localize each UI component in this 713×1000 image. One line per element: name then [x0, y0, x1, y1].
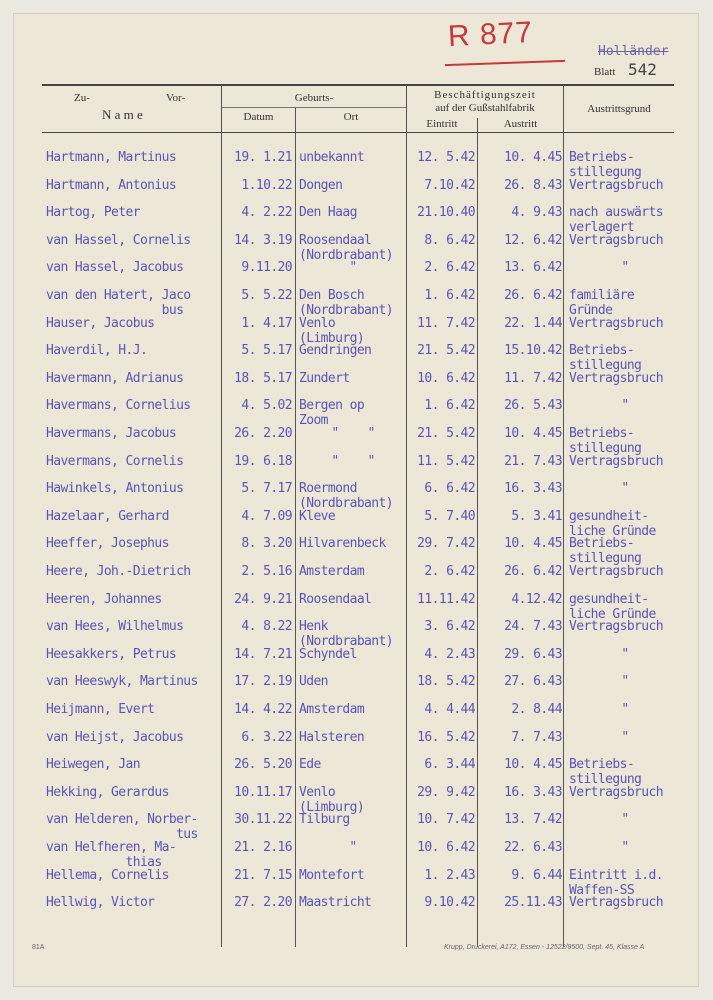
header-top-rule [42, 84, 674, 86]
footer-left: 81A [32, 944, 45, 951]
cell-ort: Amsterdam [299, 564, 365, 579]
cell-datum: 4. 5.02 [241, 398, 292, 414]
cell-name: Hellwig, Victor [46, 895, 155, 911]
cell-datum: 9.11.20 [241, 260, 292, 276]
blatt-label: Blatt [594, 66, 616, 78]
col-line-2 [295, 108, 296, 947]
cell-ort: Roermond (Nordbrabant) [299, 481, 393, 512]
cell-datum: 30.11.22 [234, 812, 292, 828]
cell-grund: Betriebs- stillegung [569, 343, 642, 374]
cell-ort: Halsteren [299, 729, 365, 745]
cell-name: Hartmann, Martinus [46, 150, 177, 165]
cell-datum: 2. 5.16 [241, 564, 292, 579]
cell-eintritt: 2. 6.42 [424, 260, 475, 276]
cell-austritt: 25.11.43 [504, 895, 562, 911]
cell-datum: 19. 6.18 [234, 453, 292, 469]
cell-ort: Hilvarenbeck [299, 536, 386, 552]
cell-datum: 27. 2.20 [234, 895, 292, 911]
blatt-number: 542 [628, 60, 657, 79]
cell-grund: Eintritt i.d. Waffen-SS [569, 867, 663, 898]
header-vor: Vor- [166, 92, 186, 104]
cell-grund: familiäre Gründe [569, 288, 635, 318]
cell-name: Heeren, Johannes [46, 591, 162, 607]
cell-eintritt: 11. 5.42 [417, 453, 475, 469]
cell-austritt: 22. 1.44 [504, 315, 562, 331]
cell-name: Havermann, Adrianus [46, 370, 184, 386]
cell-ort: " " [331, 453, 375, 469]
cell-name: Hartog, Peter [46, 205, 140, 221]
header-geburts: Geburts- [294, 92, 334, 104]
cell-grund: " [621, 646, 629, 662]
cell-austritt: 10. 4.45 [504, 150, 562, 165]
cell-ort: Tilburg [299, 812, 350, 828]
cell-name: Hellema, Cornelis [46, 867, 169, 883]
cell-grund: " [621, 702, 629, 717]
cell-eintritt: 5. 7.40 [424, 508, 475, 524]
cell-ort: Bergen op Zoom [299, 398, 365, 429]
cell-datum: 14. 3.19 [234, 232, 292, 248]
header-austritt: Austritt [503, 118, 538, 130]
cell-austritt: 16. 3.43 [504, 481, 562, 497]
cell-name: van Hassel, Jacobus [46, 260, 184, 276]
cell-grund: " [621, 729, 629, 745]
col-line-5 [563, 85, 564, 947]
cell-grund: gesundheit- liche Gründe [569, 591, 656, 622]
cell-datum: 26. 2.20 [234, 426, 292, 441]
cell-ort: Ede [299, 757, 321, 773]
cell-name: Hauser, Jacobus [46, 315, 155, 331]
cell-austritt: 4.12.42 [511, 591, 562, 607]
cell-eintritt: 6. 3.44 [424, 757, 475, 773]
cell-ort: Den Bosch (Nordbrabant) [299, 288, 393, 318]
cell-grund: " [621, 840, 629, 855]
cell-austritt: 26. 8.43 [504, 177, 562, 193]
cell-datum: 1. 4.17 [241, 315, 292, 331]
cell-austritt: 26. 6.42 [504, 564, 562, 579]
cell-grund: Vertragsbruch [569, 370, 663, 386]
cell-austritt: 9. 6.44 [511, 867, 562, 883]
cell-datum: 18. 5.17 [234, 370, 292, 386]
cell-austritt: 24. 7.43 [504, 619, 562, 635]
cell-grund: " [621, 674, 629, 690]
cell-name: Haverdil, H.J. [46, 343, 148, 359]
cell-austritt: 10. 4.45 [504, 426, 562, 441]
cell-grund: Vertragsbruch [569, 784, 663, 800]
cell-grund: " [621, 398, 629, 414]
cell-eintritt: 21. 5.42 [417, 426, 475, 441]
cell-ort: Dongen [299, 177, 343, 193]
cell-grund: Vertragsbruch [569, 619, 663, 635]
cell-datum: 10.11.17 [234, 784, 292, 800]
cell-grund: Vertragsbruch [569, 177, 663, 193]
cell-datum: 4. 2.22 [241, 205, 292, 221]
cell-ort: " " [331, 426, 375, 441]
header-beschaeftigung-2: auf der Gußstahlfabrik [435, 102, 535, 114]
cell-austritt: 4. 9.43 [511, 205, 562, 221]
cell-austritt: 10. 4.45 [504, 757, 562, 773]
cell-datum: 4. 7.09 [241, 508, 292, 524]
cell-datum: 5. 5.17 [241, 343, 292, 359]
col-line-1 [221, 85, 222, 947]
cell-eintritt: 29. 9.42 [417, 784, 475, 800]
cell-eintritt: 4. 2.43 [424, 646, 475, 662]
header-zu: Zu- [74, 92, 90, 104]
header-datum: Datum [243, 111, 274, 123]
cell-austritt: 15.10.42 [504, 343, 562, 359]
cell-datum: 17. 2.19 [234, 674, 292, 690]
cell-grund: Vertragsbruch [569, 453, 663, 469]
cell-eintritt: 8. 6.42 [424, 232, 475, 248]
col-line-4 [477, 118, 478, 947]
cell-datum: 6. 3.22 [241, 729, 292, 745]
cell-name: Hazelaar, Gerhard [46, 508, 169, 524]
cell-name: Hartmann, Antonius [46, 177, 177, 193]
cell-name: van Heijst, Jacobus [46, 729, 184, 745]
cell-ort: Kleve [299, 508, 336, 524]
cell-austritt: 11. 7.42 [504, 370, 562, 386]
cell-eintritt: 12. 5.42 [417, 150, 475, 165]
cell-grund: Betriebs- stillegung [569, 536, 642, 567]
cell-ort: Schyndel [299, 646, 357, 662]
cell-austritt: 13. 6.42 [504, 260, 562, 276]
cell-grund: Vertragsbruch [569, 895, 663, 911]
red-reference-mark: R 877 [447, 15, 534, 54]
cell-ort: Gendringen [299, 343, 372, 359]
cell-austritt: 27. 6.43 [504, 674, 562, 690]
cell-eintritt: 3. 6.42 [424, 619, 475, 635]
cell-eintritt: 1. 6.42 [424, 398, 475, 414]
cell-austritt: 13. 7.42 [504, 812, 562, 828]
cell-eintritt: 16. 5.42 [417, 729, 475, 745]
cell-grund: Vertragsbruch [569, 564, 663, 579]
cell-grund: " [621, 260, 629, 276]
cell-grund: nach auswärts verlagert [569, 205, 663, 236]
cell-name: van Helfheren, Ma- thias [46, 840, 177, 870]
cell-ort: Den Haag [299, 205, 357, 221]
cell-ort: Henk (Nordbrabant) [299, 619, 393, 650]
cell-eintritt: 1. 2.43 [424, 867, 475, 883]
cell-austritt: 29. 6.43 [504, 646, 562, 662]
cell-grund: Betriebs- stillegung [569, 150, 642, 180]
cell-grund: Betriebs- stillegung [569, 757, 642, 788]
footer-right: Krupp, Druckerei, A172, Essen - 12522/9500, Sept. 45, Klasse A [444, 944, 645, 951]
cell-name: van Helderen, Norber- tus [46, 812, 198, 843]
header-eintritt: Eintritt [426, 118, 458, 130]
cell-ort: Uden [299, 674, 328, 690]
cell-datum: 26. 5.20 [234, 757, 292, 773]
cell-grund: Betriebs- stillegung [569, 426, 642, 456]
cell-austritt: 7. 7.43 [511, 729, 562, 745]
cell-austritt: 26. 5.43 [504, 398, 562, 414]
cell-datum: 21. 7.15 [234, 867, 292, 883]
cell-grund: Vertragsbruch [569, 232, 663, 248]
cell-ort: Maastricht [299, 895, 372, 911]
cell-name: Havermans, Cornelius [46, 398, 191, 414]
cell-austritt: 10. 4.45 [504, 536, 562, 552]
header-name: N a m e [102, 107, 143, 122]
cell-eintritt: 4. 4.44 [424, 702, 475, 717]
cell-eintritt: 21. 5.42 [417, 343, 475, 359]
cell-austritt: 26. 6.42 [504, 288, 562, 303]
cell-ort: unbekannt [299, 150, 365, 165]
cell-eintritt: 10. 6.42 [417, 370, 475, 386]
cell-name: Havermans, Cornelis [46, 453, 184, 469]
cell-ort: " [349, 260, 357, 276]
cell-grund: " [621, 481, 629, 497]
cell-ort: Montefort [299, 867, 365, 883]
cell-name: van den Hatert, Jaco bus [46, 288, 191, 318]
cell-datum: 5. 5.22 [241, 288, 292, 303]
cell-eintritt: 6. 6.42 [424, 481, 475, 497]
cell-grund: gesundheit- liche Gründe [569, 508, 656, 539]
cell-name: Heijmann, Evert [46, 702, 155, 717]
cell-eintritt: 10. 6.42 [417, 840, 475, 855]
cell-datum: 14. 4.22 [234, 702, 292, 717]
cell-eintritt: 21.10.40 [417, 205, 475, 221]
cell-eintritt: 29. 7.42 [417, 536, 475, 552]
cell-ort: " [349, 840, 357, 855]
cell-grund: Vertragsbruch [569, 315, 663, 331]
cell-datum: 14. 7.21 [234, 646, 292, 662]
cell-name: Heesakkers, Petrus [46, 646, 177, 662]
cell-name: Heere, Joh.-Dietrich [46, 564, 191, 579]
header-bottom-rule [42, 132, 674, 133]
cell-austritt: 21. 7.43 [504, 453, 562, 469]
cell-eintritt: 11. 7.42 [417, 315, 475, 331]
cell-eintritt: 18. 5.42 [417, 674, 475, 690]
cell-name: Heeffer, Josephus [46, 536, 169, 552]
cell-austritt: 16. 3.43 [504, 784, 562, 800]
cell-datum: 1.10.22 [241, 177, 292, 193]
cell-austritt: 2. 8.44 [511, 702, 562, 717]
cell-eintritt: 2. 6.42 [424, 564, 475, 579]
stamp-word: Holländer [598, 44, 669, 59]
cell-eintritt: 11.11.42 [417, 591, 475, 607]
cell-ort: Roosendaal [299, 591, 372, 607]
cell-name: Havermans, Jacobus [46, 426, 177, 441]
cell-austritt: 5. 3.41 [511, 508, 562, 524]
cell-datum: 4. 8.22 [241, 619, 292, 635]
cell-ort: Venlo (Limburg) [299, 784, 365, 815]
header-beschaeftigung-1: Beschäftigungszeit [434, 89, 536, 101]
cell-name: Hawinkels, Antonius [46, 481, 184, 497]
cell-eintritt: 1. 6.42 [424, 288, 475, 303]
cell-name: van Hees, Wilhelmus [46, 619, 184, 635]
datum-ort-divider [222, 107, 406, 108]
cell-ort: Zundert [299, 370, 350, 386]
cell-ort: Amsterdam [299, 702, 365, 717]
cell-austritt: 12. 6.42 [504, 232, 562, 248]
cell-datum: 24. 9.21 [234, 591, 292, 607]
header-austrittsgrund: Austrittsgrund [587, 103, 651, 115]
cell-datum: 21. 2.16 [234, 840, 292, 855]
cell-eintritt: 7.10.42 [424, 177, 475, 193]
cell-datum: 19. 1.21 [234, 150, 292, 165]
cell-eintritt: 9.10.42 [424, 895, 475, 911]
cell-austritt: 22. 6.43 [504, 840, 562, 855]
cell-name: Hekking, Gerardus [46, 784, 169, 800]
cell-eintritt: 10. 7.42 [417, 812, 475, 828]
cell-name: Heiwegen, Jan [46, 757, 140, 773]
cell-datum: 5. 7.17 [241, 481, 292, 497]
cell-datum: 8. 3.20 [241, 536, 292, 552]
cell-name: van Hassel, Cornelis [46, 232, 191, 248]
header-ort: Ort [343, 111, 359, 123]
cell-ort: Roosendaal (Nordbrabant) [299, 232, 393, 263]
cell-grund: " [621, 812, 629, 828]
cell-name: van Heeswyk, Martinus [46, 674, 198, 690]
cell-ort: Venlo (Limburg) [299, 315, 365, 346]
